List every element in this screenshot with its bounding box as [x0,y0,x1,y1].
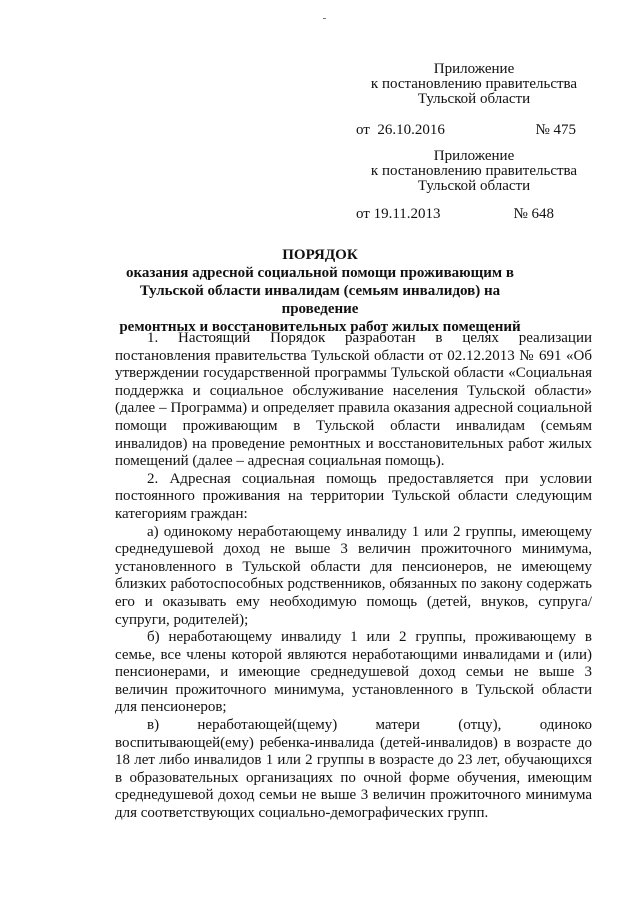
title-main: ПОРЯДОК [282,247,358,263]
title-line: Тульской области инвалидам (семьям инвалидов) на проведение [139,283,501,317]
approval-number: № 475 [535,122,576,138]
title-line: ремонтных и восстановительных работ жилых помещений [119,319,521,335]
date-prefix: от [356,122,370,138]
paragraph-2a: а) одинокому неработающему инвалиду 1 или 2 группы, имеющему среднедушевой доход не выше 3 величин прожиточного минимума, установленного в Тульской области для пенсионеров, не имеющему близких работоспособных родственников, обязанных по закону содержать его и оказывать ему необходимую помощь (детей, внуков, супруга/супруги, родителей); [115,523,592,628]
approval-number: № 648 [513,206,554,222]
title-line: оказания адресной социальной помощи проживающим в [125,265,514,281]
approval-date-line-original [356,206,592,222]
approval-line: к постановлению правительства [370,163,578,179]
approval-block-current [356,62,592,107]
approval-line: Тульской области [417,178,531,194]
approval-date: 26.10.2016 [377,122,445,138]
approval-line: Тульской области [417,91,531,107]
approval-date: 19.11.2013 [373,206,441,222]
paragraph-2c: в) неработающей(щему) матери (отцу), одиноко воспитывающей(ему) ребенка-инвалида (детей-инвалидов) в возрасте до 18 лет либо инвалидов 1 или 2 группы в возрасте до 23 лет, обучающихся в образовательных организациях по очной форме обучения, имеющим среднедушевой доход семьи не выше 3 величин прожиточного минимума для соответствующих социально-демографических групп. [115,717,592,822]
paragraph-2b: б) неработающему инвалиду 1 или 2 группы, проживающему в семье, все члены которой являются неработающими инвалидами и (или) пенсионерами, и имеющие среднедушевой доход семьи не выше 3 величин прожиточного минимума, установленного в Тульской области для пенсионеров; [115,629,592,716]
paragraph-2: 2. Адресная социальная помощь предоставляется при условии постоянного проживания на территории Тульской области следующим категориям граждан: [115,470,592,522]
date-prefix: от [356,206,370,222]
approval-line: к постановлению правительства [370,76,578,92]
approval-block-original [356,149,592,194]
document-title [110,246,530,336]
scan-mark [323,18,326,19]
paragraph-1: 1. Настоящий Порядок разработан в целях реализации постановления правительства Тульской области от 02.12.2013 № 691 «Об утверждении государственной программы Тульской области «Социальная поддержка и социальное обслуживание населения Тульской области» (далее – Программа) и определяет правила оказания адресной социальной помощи проживающим в Тульской области инвалидам (семьям инвалидов) на проведение ремонтных и восстановительных работ жилых помещений (далее – адресная социальная помощь). [115,330,592,470]
approval-line: Приложение [433,61,515,77]
approval-date-line-current [356,122,592,138]
document-body [115,330,592,823]
approval-line: Приложение [433,148,515,164]
